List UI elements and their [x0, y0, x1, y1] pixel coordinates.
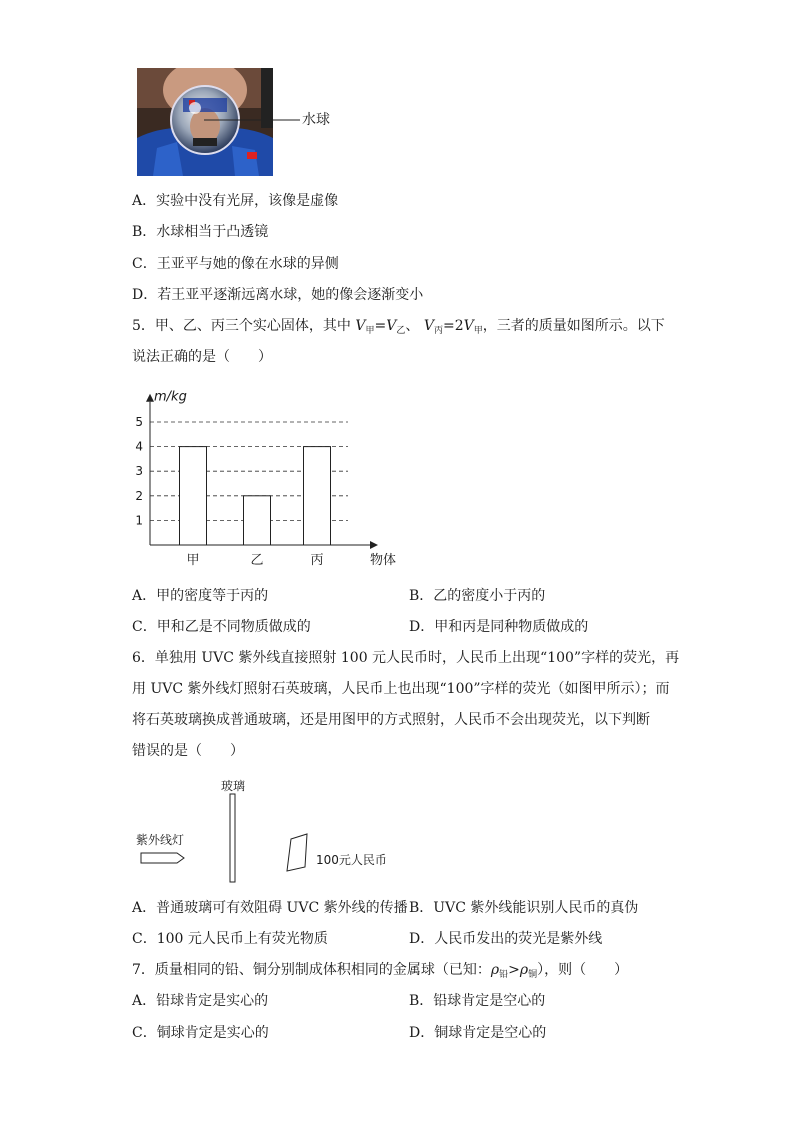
- y-tick-label-2: 2: [135, 488, 143, 503]
- q5-stem-prefix: 5．甲、乙、丙三个实心固体，其中: [132, 318, 351, 334]
- y-axis-arrow: [146, 394, 154, 402]
- q7-stem: [132, 960, 628, 985]
- bar-0: [180, 447, 207, 545]
- q6-option-c[interactable]: C．100 元人民币上有荧光物质: [132, 931, 328, 947]
- x-axis-label: 物体: [370, 553, 397, 568]
- bar-2: [304, 447, 331, 545]
- y-axis-label: m/kg: [154, 389, 187, 405]
- q4-option-b[interactable]: B．水球相当于凸透镜: [132, 224, 269, 240]
- bar-1: [244, 496, 271, 545]
- q6-stem-line3: 将石英玻璃换成普通玻璃，还是用图甲的方式照射，人民币不会出现荧光，以下判断: [132, 712, 650, 728]
- q7-gt: >: [508, 962, 520, 978]
- q5-sub-yi: 乙: [396, 326, 406, 336]
- q5-stem-suffix: ，三者的质量如图所示。以下: [482, 318, 665, 334]
- q6-stem-line2: 用 UVC 紫外线灯照射石英玻璃，人民币上也出现“100”字样的荧光（如图甲所示）；而: [132, 681, 670, 697]
- q7-option-a[interactable]: A．铅球肯定是实心的: [132, 993, 269, 1009]
- q7-sub-tong: 铜: [528, 970, 538, 980]
- q5-option-a[interactable]: A．甲的密度等于丙的: [132, 588, 269, 604]
- q5-eq2: =2: [442, 318, 464, 334]
- q5-sub-bing: 丙: [433, 326, 443, 336]
- q5-eq: =: [374, 318, 387, 334]
- q7-option-d[interactable]: D．铜球肯定是空心的: [409, 1025, 547, 1041]
- q5-v4: V: [463, 318, 474, 334]
- x-axis-arrow: [370, 541, 378, 549]
- banknote-icon: [283, 833, 311, 873]
- q5-v2: V: [386, 318, 397, 334]
- q5-stem-line2: 说法正确的是（ ）: [132, 349, 272, 365]
- uv-lamp-label: 紫外线灯: [136, 833, 185, 847]
- q5-v1: V: [355, 318, 366, 334]
- glass-label: 玻璃: [221, 779, 246, 793]
- q4-option-c[interactable]: C．王亚平与她的像在水球的异侧: [132, 256, 339, 272]
- uv-lamp-icon: [139, 850, 187, 866]
- glass-plate: [226, 793, 240, 885]
- q5-sep: 、: [405, 318, 420, 334]
- water-ball-label: 水球: [302, 112, 330, 128]
- q5-option-b[interactable]: B．乙的密度小于丙的: [409, 588, 546, 604]
- q7-sub-qian: 铅: [499, 970, 509, 980]
- q5-stem-line1: [132, 316, 665, 341]
- q7-stem-prefix: 7．质量相同的铅、铜分别制成体积相同的金属球（已知：: [132, 962, 491, 978]
- q7-stem-suffix: ），则（ ）: [537, 962, 629, 978]
- mass-bar-chart: [130, 375, 420, 575]
- q7-rho1: ρ: [490, 962, 500, 978]
- y-tick-label-4: 4: [135, 439, 143, 454]
- q4-option-d[interactable]: D．若王亚平逐渐远离水球，她的像会逐渐变小: [132, 287, 424, 303]
- q5-sub-jia2: 甲: [473, 326, 483, 336]
- q6-option-d[interactable]: D．人民币发出的荧光是紫外线: [409, 931, 603, 947]
- q6-stem-line4: 错误的是（ ）: [132, 743, 244, 759]
- q5-option-c[interactable]: C．甲和乙是不同物质做成的: [132, 619, 311, 635]
- y-tick-label-5: 5: [135, 415, 143, 429]
- q6-option-b[interactable]: B．UVC 紫外线能识别人民币的真伪: [409, 900, 639, 916]
- banknote-label: 100元人民币: [316, 853, 387, 867]
- x-tick-label-1: 乙: [250, 553, 264, 568]
- x-tick-label-2: 丙: [310, 553, 324, 568]
- y-tick-label-1: 1: [135, 513, 143, 528]
- q4-option-a[interactable]: A．实验中没有光屏，该像是虚像: [132, 193, 339, 209]
- q5-sub-jia: 甲: [365, 326, 375, 336]
- q5-v3: V: [423, 318, 434, 334]
- q7-rho2: ρ: [519, 962, 529, 978]
- y-tick-label-3: 3: [135, 464, 143, 479]
- q7-option-b[interactable]: B．铅球肯定是空心的: [409, 993, 546, 1009]
- q6-option-a[interactable]: A．普通玻璃可有效阻碍 UVC 紫外线的传播: [132, 900, 408, 916]
- q5-option-d[interactable]: D．甲和丙是同种物质做成的: [409, 619, 589, 635]
- q7-option-c[interactable]: C．铜球肯定是实心的: [132, 1025, 269, 1041]
- x-tick-label-0: 甲: [186, 553, 200, 568]
- water-ball-pointer: [200, 110, 310, 130]
- q6-stem-line1: 6．单独用 UVC 紫外线直接照射 100 元人民币时，人民币上出现“100”字样的荧光，再: [132, 650, 680, 666]
